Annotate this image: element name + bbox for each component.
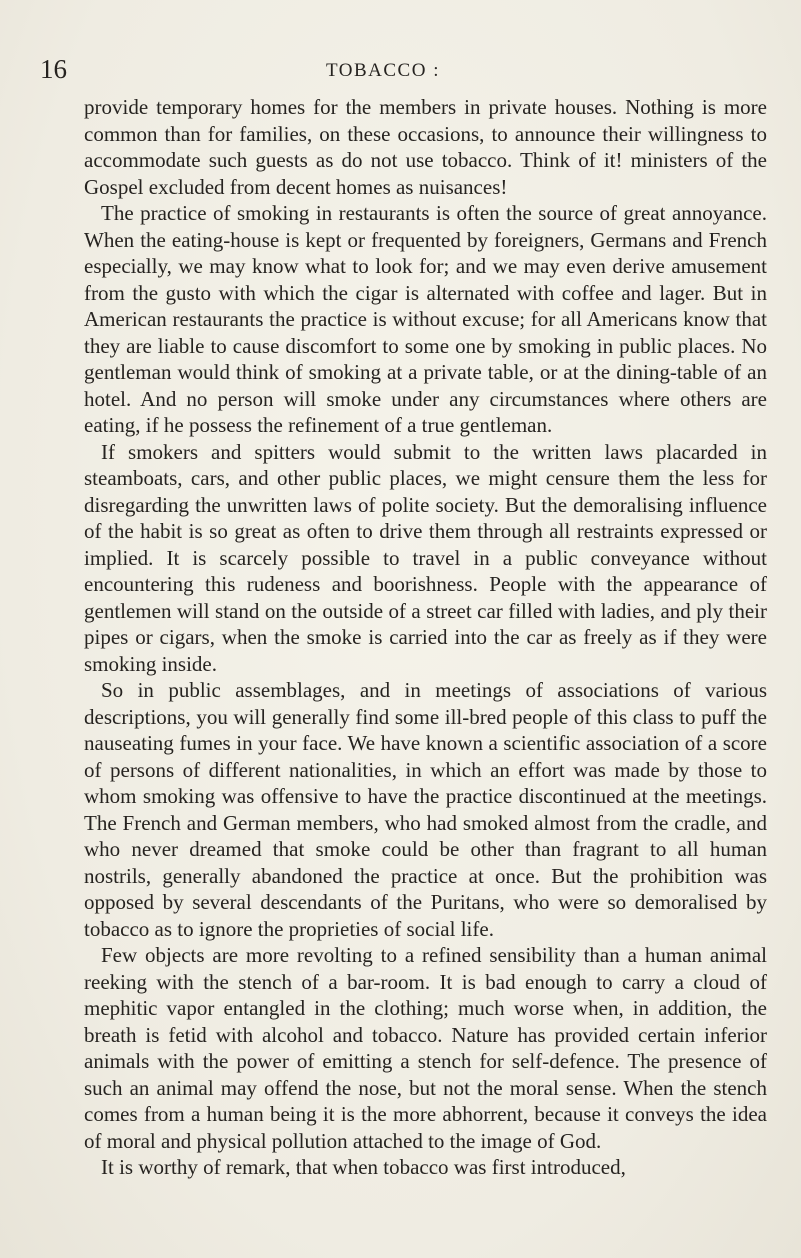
running-title: TOBACCO :	[326, 60, 440, 81]
body-text	[84, 94, 767, 1181]
paragraph-smokers-and-spitters: If smokers and spitters would submit to the written laws placarded in steamboats, cars, and other public places, we might censure them the less for disregarding the unwritten laws of polite society. But the demoralising influence of the habit is so great as often to drive them through all restraints expressed or implied. It is scarcely possible to travel in a public conveyance without encountering this rudeness and boorishness. People with the appearance of gentlemen will stand on the outside of a street car filled with ladies, and ply their pipes or cigars, when the smoke is carried into the car as freely as if they were smoking inside.	[84, 439, 767, 676]
paragraph-continuation: provide temporary homes for the members in private houses. Nothing is more common than for families, on these occasions, to announce their willingness to accommodate such guests as do not use tobacco. Think of it! ministers of the Gospel excluded from decent homes as nuisances!	[84, 95, 767, 199]
paragraph-public-assemblages: So in public assemblages, and in meetings of associations of various descriptions, you will generally find some ill-bred people of this class to puff the nauseating fumes in your face. We have known a scientific association of a score of persons of different nationalities, in which an effort was made by those to whom smoking was offensive to have the practice discontinued at the meetings. The French and German members, who had smoked almost from the cradle, and who never dreamed that smoke could be other than fragrant to all human nostrils, generally abandoned the practice at once. But the prohibition was opposed by several descendants of the Puritans, who were so demoralised by tobacco as to ignore the proprieties of social life.	[84, 678, 767, 941]
page-header	[40, 52, 761, 86]
page-number: 16	[40, 54, 67, 84]
paragraph-restaurants: The practice of smoking in restaurants is often the source of great annoyance. When the eating-house is kept or frequented by foreigners, Germans and French especially, we may know what to look for; and we may even derive amusement from the gusto with which the cigar is alternated with coffee and lager. But in American restaurants the practice is without excuse; for all Americans know that they are liable to cause discomfort to some one by smoking in public places. No gentleman would think of smoking at a private table, or at the dining-table of an hotel. And no person will smoke under any circumstances where others are eating, if he possess the refinement of a true gentleman.	[84, 201, 767, 437]
paragraph-revolting-objects: Few objects are more revolting to a refined sensibility than a human animal reeking with the stench of a bar-room. It is bad enough to carry a cloud of mephitic vapor entangled in the clothing; much worse when, in addition, the breath is fetid with alcohol and tobacco. Nature has provided certain inferior animals with the power of emitting a stench for self-defence. The presence of such an animal may offend the nose, but not the moral sense. When the stench comes from a human being it is the more abhorrent, because it conveys the idea of moral and physical pollution attached to the image of God.	[84, 943, 767, 1153]
paragraph-worthy-of-remark: It is worthy of remark, that when tobacco was first introduced,	[101, 1155, 626, 1179]
